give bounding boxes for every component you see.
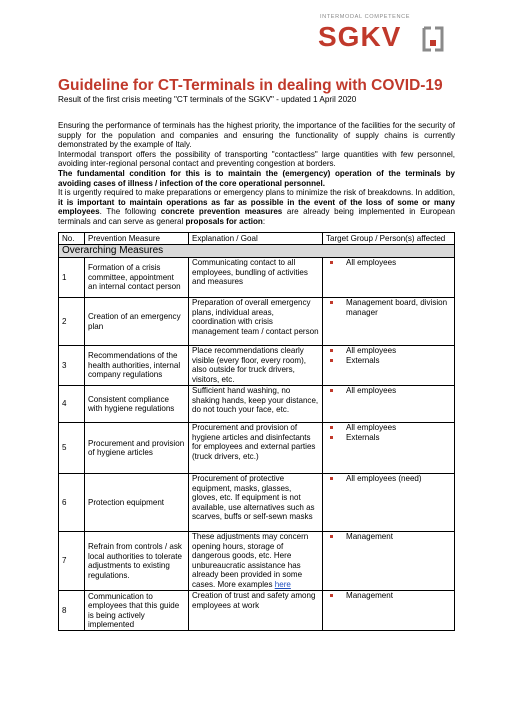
row-number: 1 bbox=[59, 258, 85, 298]
table-row bbox=[59, 532, 455, 591]
target-item: Externals bbox=[326, 433, 451, 443]
prevention-measure: Communication to employees that this guide is being actively implemented bbox=[85, 591, 189, 631]
prevention-measure: Refrain from controls / ask local authorities to tolerate adjustments to existing regulations. bbox=[85, 532, 189, 591]
prevention-measure: Recommendations of the health authorities, internal company regulations bbox=[85, 346, 189, 386]
logo-tagline: INTERMODAL COMPETENCE bbox=[320, 14, 411, 20]
target-group bbox=[323, 258, 455, 298]
intro-paragraph-2: Intermodal transport offers the possibility of transporting "contactless" large quantities with few personnel, avoiding inter-regional personal contact and preventing congestion at borders. bbox=[58, 149, 455, 169]
target-group bbox=[323, 423, 455, 474]
section-title: Overarching Measures bbox=[59, 245, 455, 258]
explanation-goal: These adjustments may concern opening hours, storage of dangerous goods, etc. Here unbureaucratic assistance has already been provided in some cases. More examples here bbox=[189, 532, 323, 591]
logo-wordmark: SGKV bbox=[318, 21, 402, 52]
explanation-goal: Creation of trust and safety among employees at work bbox=[189, 591, 323, 631]
target-item: All employees bbox=[326, 346, 451, 356]
prevention-measure: Protection equipment bbox=[85, 474, 189, 532]
page-title: Guideline for CT-Terminals in dealing with COVID-19 bbox=[58, 77, 443, 94]
row-number: 5 bbox=[59, 423, 85, 474]
more-examples-link[interactable]: here bbox=[274, 579, 291, 589]
target-item: Management bbox=[326, 591, 451, 601]
row-number: 6 bbox=[59, 474, 85, 532]
sgkv-logo bbox=[318, 14, 450, 62]
target-item: Externals bbox=[326, 356, 451, 366]
target-item: All employees (need) bbox=[326, 474, 451, 484]
table-header-row bbox=[59, 233, 455, 245]
intro-paragraph-3: The fundamental condition for this is to maintain the (emergency) operation of the terminals by avoiding cases of illness / infection of the core operational personnel. bbox=[58, 168, 455, 188]
col-header-no: No. bbox=[59, 233, 85, 245]
row-number: 7 bbox=[59, 532, 85, 591]
prevention-measure: Formation of a crisis committee, appointment an internal contact person bbox=[85, 258, 189, 298]
table-row bbox=[59, 346, 455, 386]
col-header-measure: Prevention Measure bbox=[85, 233, 189, 245]
target-group bbox=[323, 474, 455, 532]
table-row bbox=[59, 591, 455, 631]
table-row bbox=[59, 386, 455, 423]
explanation-goal: Place recommendations clearly visible (every floor, every room), also outside for truck drivers, visitors, etc. bbox=[189, 346, 323, 386]
target-item: Management board, division manager bbox=[326, 298, 451, 317]
prevention-measure: Consistent compliance with hygiene regulations bbox=[85, 386, 189, 423]
page-subtitle: Result of the first crisis meeting "CT terminals of the SGKV" - updated 1 April 2020 bbox=[58, 95, 357, 104]
target-group bbox=[323, 532, 455, 591]
target-group bbox=[323, 346, 455, 386]
col-header-explanation: Explanation / Goal bbox=[189, 233, 323, 245]
target-item: All employees bbox=[326, 423, 451, 433]
explanation-goal: Communicating contact to all employees, bundling of activities and measures bbox=[189, 258, 323, 298]
target-group bbox=[323, 591, 455, 631]
target-group bbox=[323, 298, 455, 346]
explanation-goal: Preparation of overall emergency plans, individual areas, coordination with crisis management team / contact person bbox=[189, 298, 323, 346]
col-header-target: Target Group / Person(s) affected bbox=[323, 233, 455, 245]
target-item: All employees bbox=[326, 258, 451, 268]
table-row bbox=[59, 258, 455, 298]
explanation-goal: Procurement and provision of hygiene articles and disinfectants for employees and external parties (truck drivers, etc.) bbox=[189, 423, 323, 474]
explanation-goal: Procurement of protective equipment, masks, glasses, gloves, etc. If equipment is not available, use alternatives such as scarves, buffs or self-sewn masks bbox=[189, 474, 323, 532]
table-row bbox=[59, 298, 455, 346]
target-item: Management bbox=[326, 532, 451, 542]
row-number: 4 bbox=[59, 386, 85, 423]
intro-text bbox=[58, 113, 455, 227]
intro-paragraph-1: Ensuring the performance of terminals has the highest priority, the importance of the facilities for the security of supply for the population and companies and ensuring the functionality of supply chains is currently demonstrated by the example of Italy. bbox=[58, 121, 455, 150]
logo-bracket-icon bbox=[422, 26, 444, 52]
row-number: 2 bbox=[59, 298, 85, 346]
row-number: 3 bbox=[59, 346, 85, 386]
prevention-measure: Creation of an emergency plan bbox=[85, 298, 189, 346]
section-row bbox=[59, 245, 455, 258]
prevention-measure: Procurement and provision of hygiene articles bbox=[85, 423, 189, 474]
explanation-goal: Sufficient hand washing, no shaking hands, keep your distance, do not touch your face, etc. bbox=[189, 386, 323, 423]
measures-table bbox=[58, 232, 455, 631]
target-item: All employees bbox=[326, 386, 451, 396]
table-row bbox=[59, 474, 455, 532]
table-row bbox=[59, 423, 455, 474]
intro-paragraph-4: It is urgently required to make preparations or emergency plans to minimize the risk of breakdowns. In addition, it is important to maintain operations as far as possible in the event of the loss of some or many employees. The following concrete prevention measures are already being implemented in European terminals and can serve as general proposals for action: bbox=[58, 188, 455, 226]
target-group bbox=[323, 386, 455, 423]
row-number: 8 bbox=[59, 591, 85, 631]
